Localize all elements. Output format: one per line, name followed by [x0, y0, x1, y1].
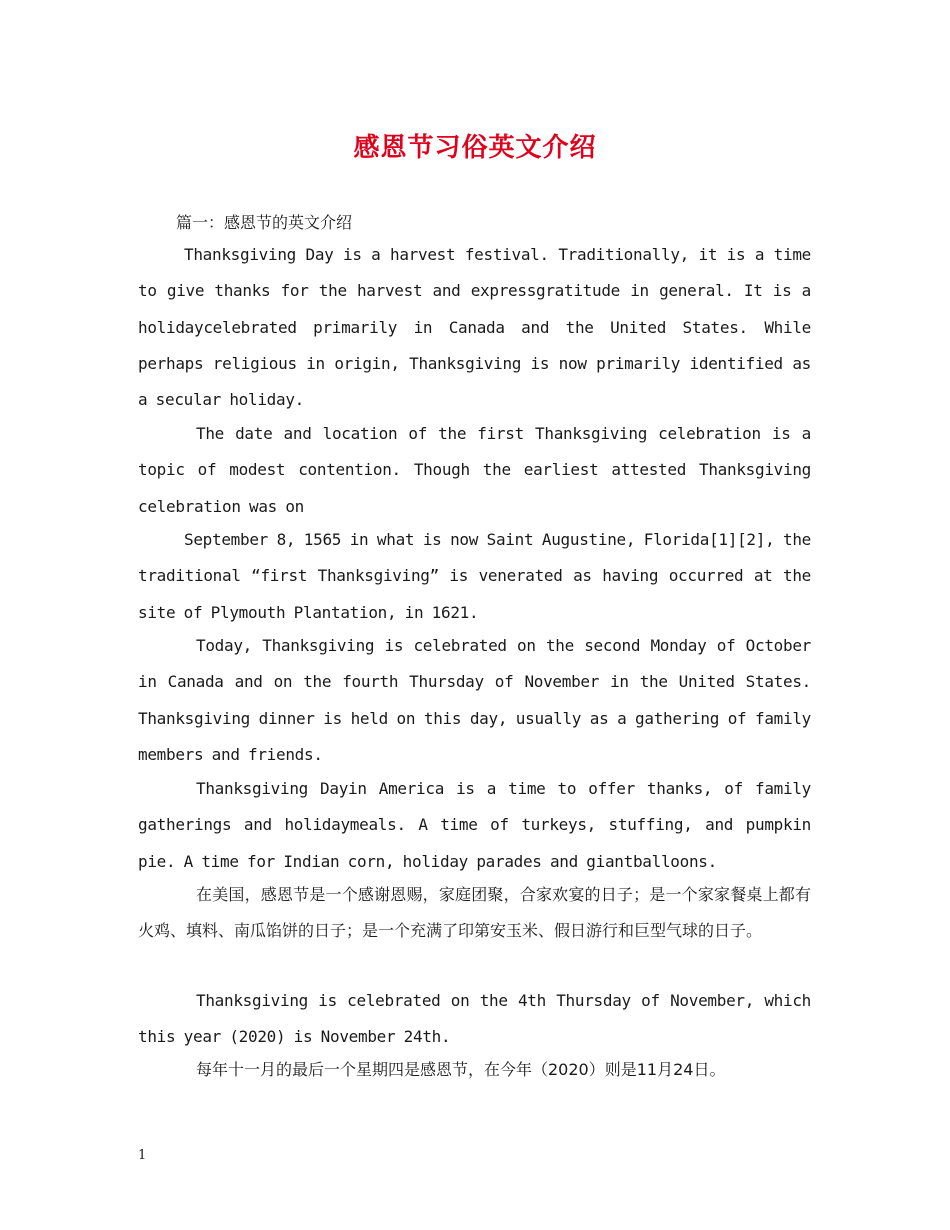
- paragraph-6: 在美国，感恩节是一个感谢恩赐，家庭团聚，合家欢宴的日子；是一个家家餐桌上都有火鸡、填料、南瓜馅饼的日子；是一个充满了印第安玉米、假日游行和巨型气球的日子。: [138, 885, 811, 941]
- paragraph-2: The date and location of the first Thanksgiving celebration is a topic of modest contention. Though the earliest attested Thanksgiving celebration was on: [138, 424, 811, 516]
- paragraph-5: Thanksgiving Dayin America is a time to offer thanks, of family gatherings and holidaymeals. A time of turkeys, stuffing, and pumpkin pie. A time for Indian corn, holiday parades and giantballoons.: [138, 779, 811, 871]
- paragraph-3: September 8, 1565 in what is now Saint Augustine, Florida[1][2], the traditional “first Thanksgiving” is venerated as having occurred at the site of Plymouth Plantation, in 1621.: [138, 530, 811, 622]
- paragraph-7: Thanksgiving is celebrated on the 4th Thursday of November, which this year (2020) is November 24th.: [138, 991, 811, 1047]
- section-heading: 篇一：感恩节的英文介绍: [176, 213, 353, 232]
- paragraph-8: 每年十一月的最后一个星期四是感恩节，在今年（2020）则是11月24日。: [196, 1060, 726, 1079]
- paragraph-4: Today, Thanksgiving is celebrated on the second Monday of October in Canada and on the fourth Thursday of November in the United States. Thanksgiving dinner is held on this day, usually as a gathering of family members and friends.: [138, 636, 811, 764]
- page-number: 1: [138, 1148, 147, 1163]
- paragraph-1: Thanksgiving Day is a harvest festival. Traditionally, it is a time to give thanks for the harvest and expressgratitude in general. It is a holidaycelebrated primarily in Canada and the United States. While perhaps religious in origin, Thanksgiving is now primarily identified as a secular holiday.: [138, 245, 811, 410]
- document-title: 感恩节习俗英文介绍: [353, 133, 597, 163]
